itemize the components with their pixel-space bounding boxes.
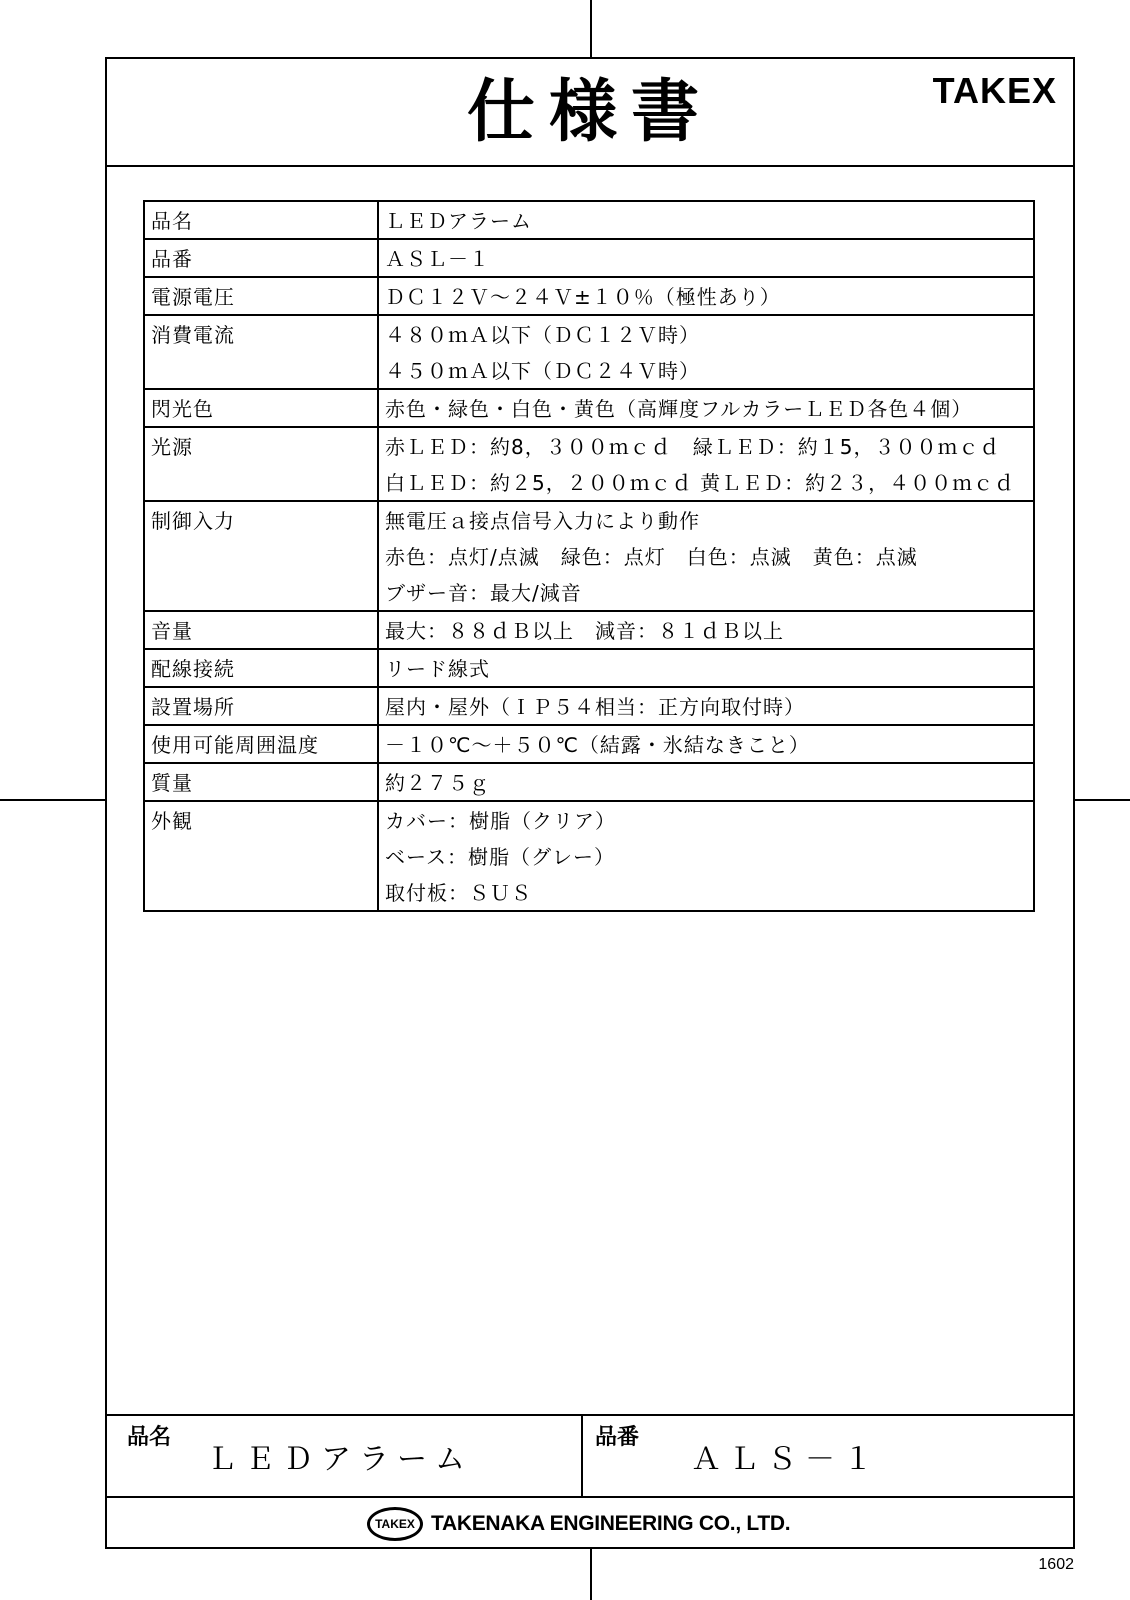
spec-value-line: 赤ＬＥＤ：約8，３００ｍｃｄ 緑ＬＥＤ：約１5，３００ｍｃｄ (385, 435, 1001, 459)
spec-value-line: 無電圧ａ接点信号入力により動作 (385, 509, 700, 533)
footer-divider-top (107, 1414, 1073, 1416)
spec-value-cell (378, 389, 1034, 427)
spec-value-cell (378, 725, 1034, 763)
spec-value-line: ＬＥＤアラーム (385, 209, 532, 233)
brand-logo: TAKEX (932, 70, 1057, 111)
spec-label-cell (144, 315, 378, 389)
footer-number-value: ＡＬＳ－１ (691, 1442, 881, 1477)
spec-label: 品番 (151, 247, 193, 271)
spec-label-cell (144, 201, 378, 239)
spec-label-cell (144, 277, 378, 315)
spec-row (144, 239, 1034, 277)
spec-value-cell (378, 427, 1034, 501)
spec-label: 外観 (151, 809, 193, 833)
crop-mark-top (590, 0, 592, 58)
spec-label: 消費電流 (151, 323, 235, 347)
spec-row (144, 201, 1034, 239)
company-name: TAKENAKA ENGINEERING CO., LTD. (431, 1512, 791, 1535)
spec-label-cell (144, 725, 378, 763)
spec-row (144, 611, 1034, 649)
header-divider (107, 165, 1073, 167)
document-title: 仕様書 (466, 73, 713, 152)
spec-value-line: ４８０ｍＡ以下（ＤＣ１２Ｖ時） (385, 323, 700, 347)
spec-label: 制御入力 (151, 509, 235, 533)
spec-value-line: ４５０ｍＡ以下（ＤＣ２４Ｖ時） (385, 359, 700, 383)
spec-value-cell (378, 277, 1034, 315)
spec-value-line: 白ＬＥＤ：約２5，２００ｍｃｄ 黄ＬＥＤ：約２３，４００ｍｃｄ (385, 471, 1016, 495)
spec-value-line: ＤＣ１２Ｖ～２４Ｖ±１０％（極性あり） (385, 285, 781, 309)
spec-row (144, 801, 1034, 911)
spec-value-line: 約２７５ｇ (385, 771, 490, 795)
crop-mark-left (0, 799, 106, 801)
spec-label-cell (144, 239, 378, 277)
spec-row (144, 277, 1034, 315)
spec-value-cell (378, 801, 1034, 911)
spec-table-body (144, 201, 1034, 911)
spec-value-cell (378, 687, 1034, 725)
spec-row (144, 687, 1034, 725)
spec-label-cell (144, 687, 378, 725)
spec-label-cell (144, 763, 378, 801)
page-number: 1602 (1038, 1556, 1074, 1573)
spec-value-line: カバー：樹脂（クリア） (385, 809, 616, 833)
spec-value-cell (378, 611, 1034, 649)
spec-row (144, 427, 1034, 501)
spec-value-line: ＡＳＬ－１ (385, 247, 490, 271)
spec-row (144, 763, 1034, 801)
spec-label: 設置場所 (151, 695, 235, 719)
spec-value-line: リード線式 (385, 657, 490, 681)
spec-label: 品名 (151, 209, 193, 233)
spec-row (144, 725, 1034, 763)
spec-label-cell (144, 389, 378, 427)
spec-value-line: 取付板：ＳＵＳ (385, 881, 532, 905)
spec-label: 電源電圧 (151, 285, 235, 309)
crop-mark-right (1074, 799, 1130, 801)
spec-label: 質量 (151, 771, 193, 795)
spec-value-line: 最大：８８ｄＢ以上 減音：８１ｄＢ以上 (385, 619, 784, 643)
spec-row (144, 315, 1034, 389)
spec-label-cell (144, 611, 378, 649)
footer-name-label: 品名 (127, 1425, 172, 1450)
spec-value-line: 赤色：点灯/点滅 緑色：点灯 白色：点滅 黄色：点滅 (385, 545, 918, 569)
spec-value-line: ブザー音：最大/減音 (385, 581, 582, 605)
company-badge: TAKEX (367, 1507, 423, 1541)
spec-value-cell (378, 239, 1034, 277)
crop-mark-bottom (590, 1548, 592, 1600)
footer-number-label: 品番 (595, 1425, 640, 1450)
document-frame (105, 57, 1075, 1549)
spec-row (144, 389, 1034, 427)
spec-value-line: －１０℃～＋５０℃（結露・氷結なきこと） (385, 733, 810, 757)
spec-label: 使用可能周囲温度 (151, 733, 319, 757)
spec-label: 音量 (151, 619, 193, 643)
spec-value-line: 屋内・屋外（ＩＰ５４相当：正方向取付時） (385, 695, 805, 719)
spec-value-cell (378, 763, 1034, 801)
spec-row (144, 649, 1034, 687)
footer-divider-bottom (107, 1496, 1073, 1498)
spec-label-cell (144, 501, 378, 611)
company-logo (367, 1504, 790, 1544)
spec-table (143, 200, 1035, 912)
spec-label: 閃光色 (151, 397, 214, 421)
footer-name-value: ＬＥＤアラーム (207, 1442, 473, 1477)
spec-value-cell (378, 315, 1034, 389)
spec-value-cell (378, 501, 1034, 611)
footer-divider-vertical (581, 1414, 583, 1497)
spec-label: 光源 (151, 435, 193, 459)
spec-label-cell (144, 801, 378, 911)
spec-label-cell (144, 649, 378, 687)
spec-label: 配線接続 (151, 657, 235, 681)
spec-value-line: ベース：樹脂（グレー） (385, 845, 615, 869)
spec-value-line: 赤色・緑色・白色・黄色（高輝度フルカラーＬＥＤ各色４個） (385, 397, 973, 421)
spec-value-cell (378, 201, 1034, 239)
spec-label-cell (144, 427, 378, 501)
spec-row (144, 501, 1034, 611)
spec-value-cell (378, 649, 1034, 687)
